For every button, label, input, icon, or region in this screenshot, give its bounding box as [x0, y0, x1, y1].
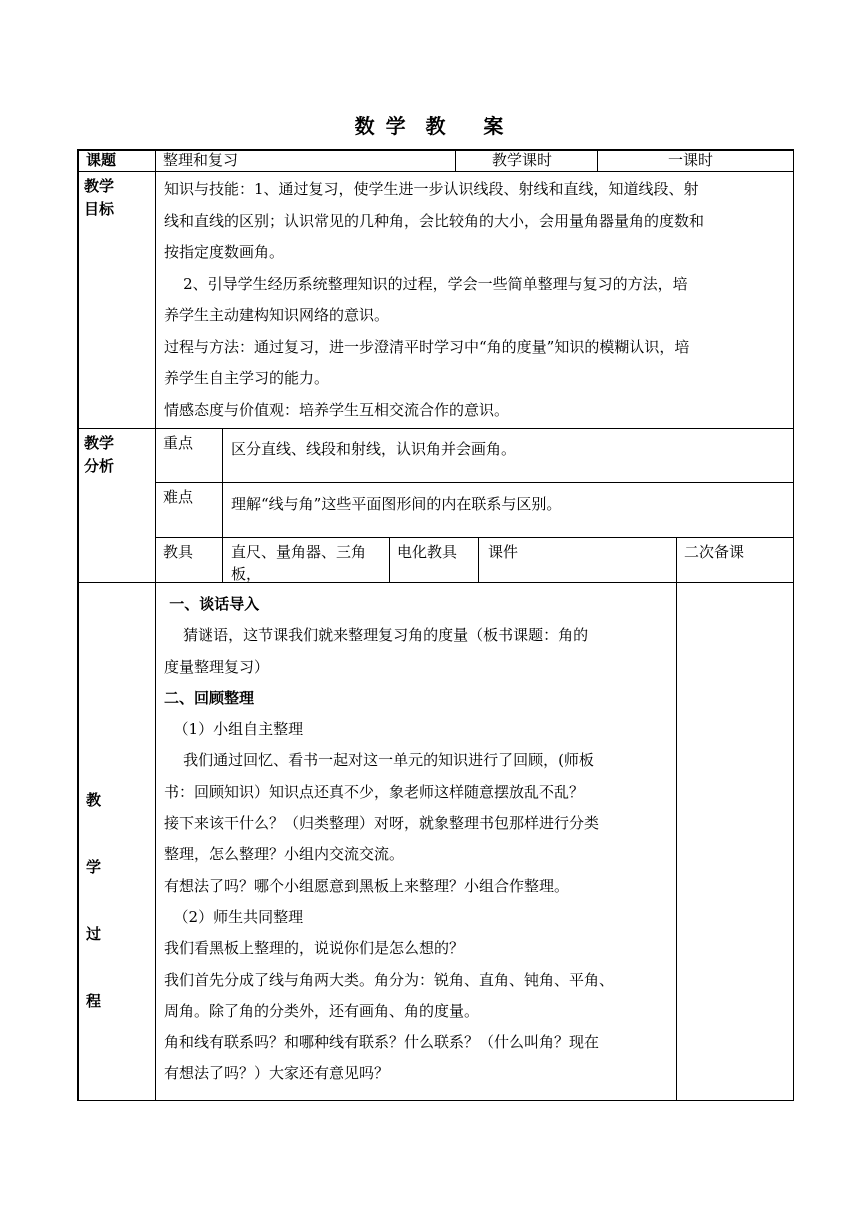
process-line: 整理，怎么整理？小组内交流交流。 — [164, 845, 405, 864]
key-point-value: 区分直线、线段和射线，认识角并会画角。 — [231, 440, 517, 458]
topic-label: 课题 — [86, 151, 117, 169]
difficult-point-value: 理解“线与角”这些平面图形间的内在联系与区别。 — [231, 495, 562, 513]
process-label-char: 过 — [86, 925, 102, 943]
process-text — [164, 589, 674, 1090]
key-point-label: 重点 — [163, 434, 194, 452]
goals-line: 线和直线的区别；认识常见的几种角，会比较角的大小，会用量角器量角的度数和 — [164, 211, 705, 230]
process-line: 角和线有联系吗？和哪种线有联系？什么联系？（什么叫角？现在 — [164, 1033, 600, 1052]
tools-value-line1: 直尺、量角器、三角 — [231, 543, 367, 561]
backup-label: 二次备课 — [684, 543, 745, 561]
process-line: 有想法了吗？）大家还有意见吗？ — [164, 1064, 390, 1083]
section-heading: 二、回顾整理 — [164, 688, 255, 707]
process-label-char: 学 — [86, 858, 102, 876]
goals-line: 按指定度数画角。 — [164, 243, 285, 261]
goals-line: 知识与技能：1、通过复习，使学生进一步认识线段、射线和直线，知道线段、射 — [164, 180, 699, 198]
goals-line: 过程与方法：通过复习，进一步澄清平时学习中“角的度量”知识的模糊认识，培 — [164, 337, 690, 356]
analysis-label-line2: 分析 — [84, 457, 115, 475]
section-heading: 一、谈话导入 — [164, 595, 260, 613]
goals-line: 养学生自主学习的能力。 — [164, 369, 330, 387]
tools-value-line2: 板， — [231, 565, 262, 583]
process-line: 度量整理复习） — [164, 657, 270, 676]
goals-text — [164, 174, 790, 426]
process-line: 书：回顾知识）知识点还真不少，象老师这样随意摆放乱不乱？ — [164, 782, 585, 801]
tools-label: 教具 — [163, 543, 194, 561]
analysis-label-line1: 教学 — [84, 434, 115, 452]
hours-value: 一课时 — [668, 151, 714, 169]
media-label: 电化教具 — [397, 543, 458, 561]
process-line: 我们看黑板上整理的，说说你们是怎么想的？ — [164, 939, 465, 958]
process-line: （1）小组自主整理 — [164, 720, 304, 739]
hours-label: 教学课时 — [492, 151, 553, 169]
goals-label-line2: 目标 — [84, 200, 115, 218]
goals-line: 情感态度与价值观：培养学生互相交流合作的意识。 — [164, 400, 510, 419]
goals-line: 2、引导学生经历系统整理知识的过程，学会一些简单整理与复习的方法，培 — [164, 274, 688, 293]
process-line: 有想法了吗？哪个小组愿意到黑板上来整理？小组合作整理。 — [164, 876, 570, 895]
process-label-char: 程 — [86, 992, 102, 1010]
process-label-char: 教 — [86, 791, 102, 809]
process-line: 我们首先分成了线与角两大类。角分为：锐角、直角、钝角、平角、 — [164, 970, 615, 989]
goals-line: 养学生主动建构知识网络的意识。 — [164, 306, 390, 324]
difficult-point-label: 难点 — [163, 488, 194, 506]
process-line: （2）师生共同整理 — [164, 907, 304, 926]
media-value: 课件 — [488, 543, 519, 561]
topic-value: 整理和复习 — [163, 151, 239, 169]
goals-label-line1: 教学 — [84, 177, 115, 195]
process-line: 我们通过回忆、看书一起对这一单元的知识进行了回顾，(师板 — [164, 751, 594, 770]
process-line: 周角。除了角的分类外，还有画角、角的度量。 — [164, 1001, 480, 1020]
process-line: 接下来该干什么？（归类整理）对呀，就象整理书包那样进行分类 — [164, 814, 600, 833]
document-title: 数 学 教 案 — [354, 114, 506, 138]
process-line: 猜谜语，这节课我们就来整理复习角的度量（板书课题：角的 — [164, 626, 589, 645]
